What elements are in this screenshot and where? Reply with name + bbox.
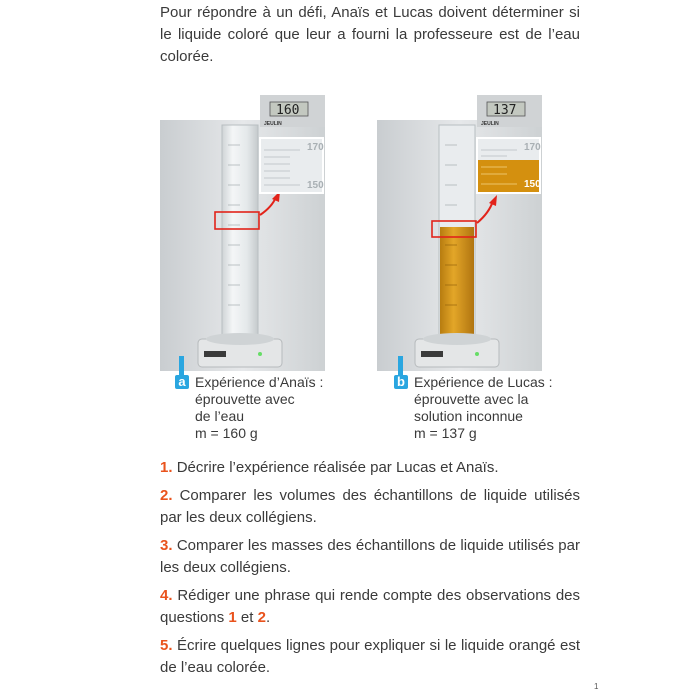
photo-experience-anais — [160, 95, 325, 371]
zoom-label-bottom: 150 — [524, 179, 541, 190]
questions-list — [160, 457, 580, 685]
scale-brand: JEULIN — [264, 121, 282, 127]
zoom-label-bottom: 150 — [307, 180, 324, 191]
zoom-label-top: 170 — [307, 142, 324, 153]
question-number: 2. — [160, 487, 173, 504]
question-text-mid: et — [236, 609, 258, 626]
caption-stem — [398, 356, 403, 375]
caption-text-b — [414, 374, 574, 442]
scale-reading: 137 — [493, 103, 517, 118]
question-1 — [160, 457, 580, 479]
caption-line: éprouvette avec — [195, 391, 295, 407]
caption-line: de l’eau — [195, 408, 245, 424]
caption-badge-a: a — [175, 375, 189, 389]
caption-line: Expérience de Lucas : — [414, 374, 553, 390]
question-2 — [160, 485, 580, 529]
question-text: Rédiger une phrase qui rende compte des observations des questions — [160, 587, 581, 626]
caption-line: Expérience d’Anaïs : — [195, 374, 324, 390]
caption-badge-b: b — [394, 375, 408, 389]
caption-line: m = 160 g — [195, 425, 258, 441]
question-4 — [160, 585, 580, 629]
question-ref-2: 2 — [257, 609, 266, 626]
question-number: 4. — [160, 587, 173, 604]
question-number: 5. — [160, 637, 173, 654]
intro-paragraph: Pour répondre à un défi, Anaïs et Lucas doivent déterminer si le liquide coloré que leur a fourni la professeure est de l’eau colorée. — [160, 4, 580, 65]
question-text: Comparer les volumes des échantillons de liquide utilisés par les deux collégiens. — [160, 487, 580, 526]
scale-reading: 160 — [276, 103, 300, 118]
orange-liquid — [440, 227, 474, 335]
page-mark: 1 — [594, 682, 599, 691]
zoom-label-top: 170 — [524, 142, 541, 153]
question-number: 1. — [160, 459, 173, 476]
question-text: Comparer les masses des échantillons de liquide utilisés par les deux collégiens. — [160, 537, 580, 576]
question-ref-1: 1 — [228, 609, 237, 626]
caption-line: solution inconnue — [414, 408, 523, 424]
question-text-end: . — [265, 609, 271, 626]
question-number: 3. — [160, 537, 173, 554]
caption-line: m = 137 g — [414, 425, 477, 441]
question-text: Décrire l’expérience réalisée par Lucas et Anaïs. — [176, 459, 499, 476]
graduated-cylinder — [222, 125, 258, 335]
caption-text-a — [195, 374, 355, 442]
question-3 — [160, 535, 580, 579]
photo-experience-lucas — [377, 95, 542, 371]
caption-stem — [179, 356, 184, 375]
caption-line: éprouvette avec la — [414, 391, 529, 407]
question-text: Écrire quelques lignes pour expliquer si le liquide orangé est de l’eau colorée. — [160, 637, 580, 676]
scale-brand: JEULIN — [481, 121, 499, 127]
question-5 — [160, 635, 580, 679]
